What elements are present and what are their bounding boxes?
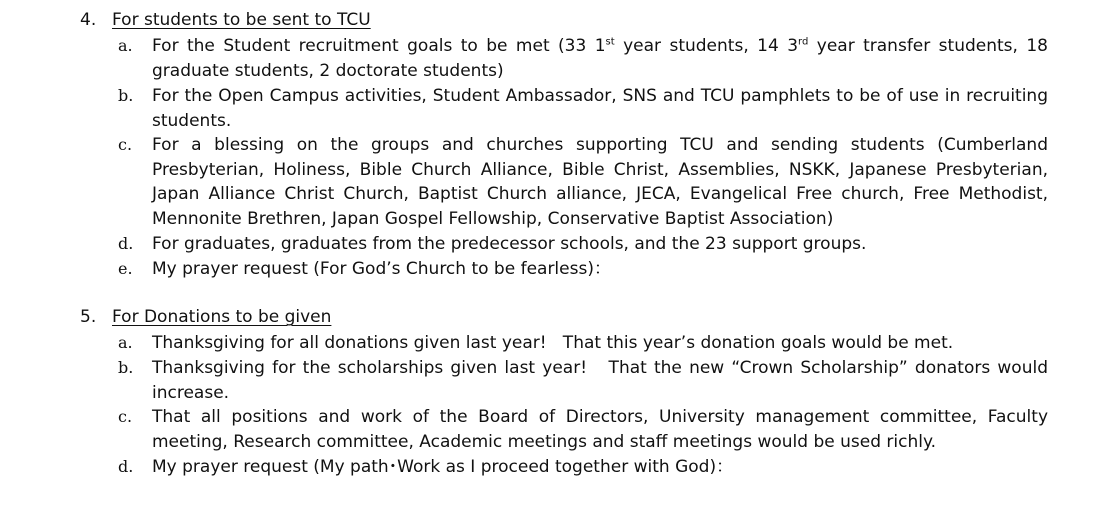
list-item-4e (118, 257, 1048, 282)
item-text: That all positions and work of the Board of Directors, University management committee, Faculty meeting, Research committee, Academic meetings and staff meetings would be used richly. (152, 407, 1048, 452)
item-text: For the Student recruitment goals to be met (33 1st year students, 14 3rd year transfer students, 18 graduate students, 2 doctorate students) (152, 36, 1048, 81)
list-item-4d (118, 232, 1048, 257)
list-item-5d (118, 455, 1048, 480)
section-title: For Donations to be given (112, 307, 332, 327)
list-item-4a (118, 34, 1048, 83)
item-text: My prayer request (For God’s Church to be fearless)： (152, 259, 611, 279)
list-item-5c (118, 405, 1048, 454)
list-item-5a (118, 331, 1048, 356)
item-text: Thanksgiving for the scholarships given last year! That the new “Crown Scholarship” donators would increase. (152, 358, 1054, 403)
item-letter: a. (118, 36, 133, 55)
section-number: 4. (80, 10, 97, 30)
section-number: 5. (80, 307, 97, 327)
item-letter: d. (118, 234, 134, 253)
item-text: For a blessing on the groups and churches supporting TCU and sending students (Cumberland Presbyterian, Holiness, Bible Church Alliance, Bible Christ, Assemblies, NSKK, Japanese Presbyterian, Japan Alliance Christ Church, Baptist Church alliance, JECA, Evangelical Free church, Free Methodist, Mennonite Brethren, Japan Gospel Fellowship, Conservative Baptist Association) (152, 135, 1048, 229)
section-5-heading (80, 305, 331, 329)
item-letter: d. (118, 457, 134, 476)
item-text: Thanksgiving for all donations given last year! That this year’s donation goals would be met. (152, 333, 954, 353)
item-text: My prayer request (My path･Work as I proceed together with God)： (152, 457, 734, 477)
list-item-4b (118, 84, 1048, 133)
item-letter: c. (118, 407, 133, 426)
item-letter: b. (118, 358, 134, 377)
section-4-heading (80, 8, 371, 32)
item-text: For the Open Campus activities, Student Ambassador, SNS and TCU pamphlets to be of use in recruiting students. (152, 86, 1048, 131)
item-letter: a. (118, 333, 133, 352)
list-item-5b (118, 356, 1054, 405)
item-letter: c. (118, 135, 133, 154)
item-letter: b. (118, 86, 134, 105)
item-text: For graduates, graduates from the predecessor schools, and the 23 support groups. (152, 234, 867, 254)
section-title: For students to be sent to TCU (112, 10, 371, 30)
item-letter: e. (118, 259, 133, 278)
list-item-4c (118, 133, 1048, 231)
